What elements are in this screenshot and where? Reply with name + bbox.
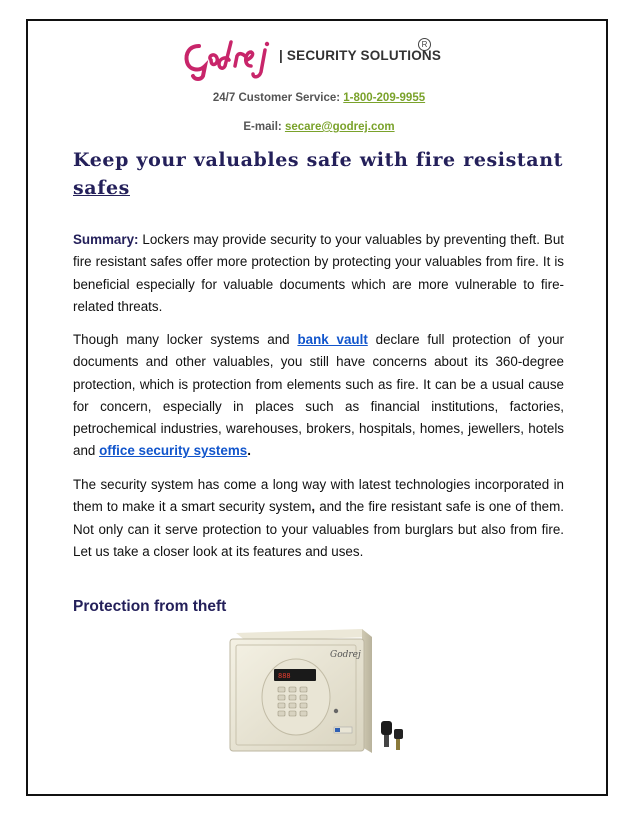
- p2-text-a: Though many locker systems and: [73, 332, 298, 347]
- svg-text:888: 888: [278, 672, 291, 680]
- registered-mark: R: [418, 38, 431, 51]
- paragraph-3: [73, 474, 564, 563]
- summary-paragraph: [73, 229, 564, 318]
- godrej-logo-icon: [181, 36, 273, 82]
- customer-service-line: [0, 92, 638, 104]
- summary-label: Summary:: [73, 232, 139, 247]
- paragraph-2: [73, 329, 564, 463]
- office-security-systems-link[interactable]: office security systems: [99, 443, 248, 459]
- title-line-1: Keep your valuables safe with fire resistant: [73, 149, 563, 171]
- article-title: [73, 146, 563, 202]
- bank-vault-link[interactable]: bank vault: [297, 332, 368, 347]
- service-label: 24/7 Customer Service:: [212, 92, 344, 104]
- subheading-protection-from-theft: Protection from theft: [73, 598, 227, 615]
- p2-text-b: declare full protection of your documents and other valuables, you still have concerns about its 360-degree protection, which is protection from elements such as fire. It can be a usual cause for concern, especially in places such as financial institutions, factories, petrochemical industries, warehouses, brokers, hospitals, homes, jewellers, hotels and: [73, 332, 564, 459]
- p3-comma: ,: [311, 499, 316, 515]
- p3-text-b: and the fire resistant safe is one of them. Not only can it serve protection to your valuables from burglars but also from fire. Let us take a closer look at its features and uses.: [73, 499, 564, 559]
- fire-resistant-safe-image: [222, 623, 412, 775]
- service-phone-link[interactable]: 1-800-209-9955: [343, 92, 426, 104]
- email-line: [0, 121, 638, 133]
- title-line-2: safes: [73, 177, 130, 199]
- email-label: E-mail:: [243, 121, 285, 133]
- brand-tagline: | SECURITY SOLUTIONS: [279, 48, 442, 63]
- safe-brand-label: Godrej: [330, 650, 361, 660]
- summary-text: Lockers may provide security to your valuables by preventing theft. But fire resistant safes offer more protection by protecting your valuables from fire. It is beneficial especially for valuable documents which are more vulnerable to fire-related threats.: [73, 232, 564, 314]
- email-link[interactable]: secare@godrej.com: [284, 121, 395, 133]
- p3-text-a: The security system has come a long way with latest technologies incorporated in them to make it a smart security system: [73, 477, 564, 515]
- p2-text-c: .: [247, 443, 251, 459]
